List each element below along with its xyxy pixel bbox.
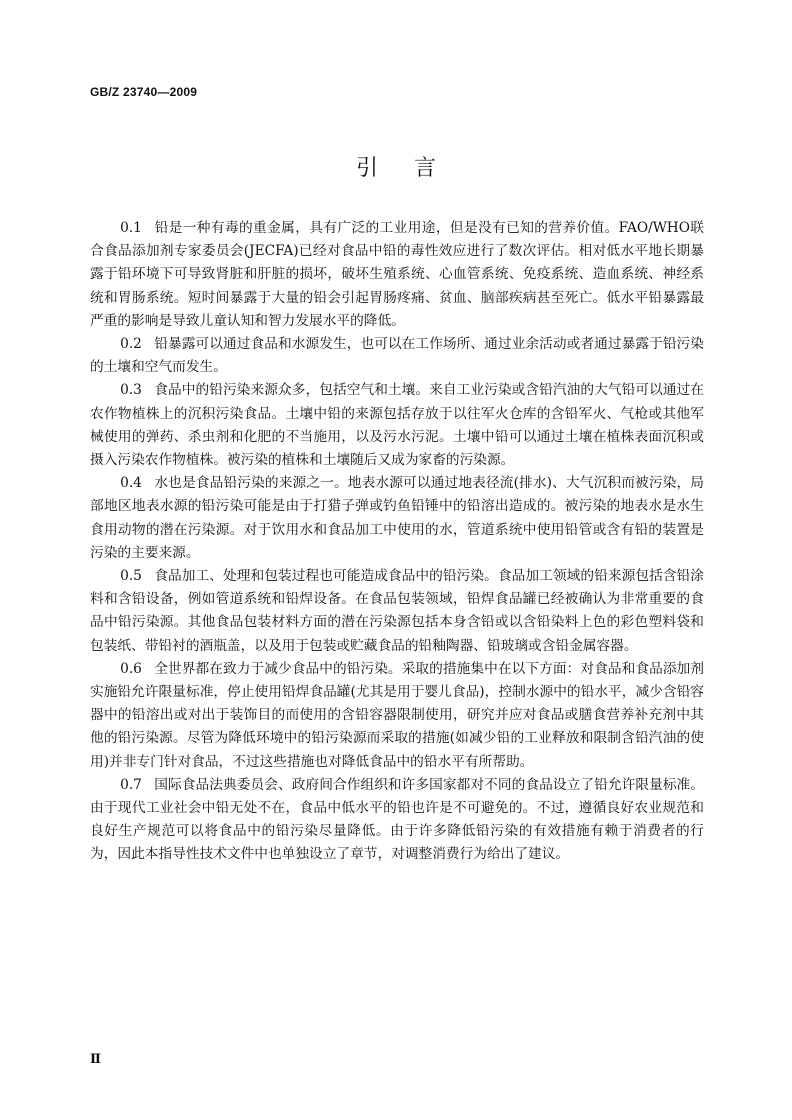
paragraph-number: 0.5 xyxy=(120,568,142,585)
paragraph-number: 0.1 xyxy=(120,220,142,236)
paragraph-0-1 xyxy=(90,217,704,333)
document-body xyxy=(90,217,704,867)
paragraph-text: 国际食品法典委员会、政府间合作组织和许多国家都对不同的食品设立了铅允许限量标准。由于现代工业社会中铅无处不在，食品中低水平的铅也许是不可避免的。不过，遵循良好农业规范和良好生产规范可以将食品中的铅污染尽量降低。由于许多降低铅污染的有效措施有赖于消费者的行为，因此本指导性技术文件中也单独设立了章节，对调整消费行为给出了建议。 xyxy=(90,776,704,863)
paragraph-number: 0.4 xyxy=(120,475,142,492)
paragraph-0-4 xyxy=(90,472,704,565)
standard-number: GB/Z 23740—2009 xyxy=(90,85,198,99)
paragraph-number: 0.7 xyxy=(120,776,142,793)
paragraph-number: 0.3 xyxy=(120,382,142,399)
paragraph-text: 铅是一种有毒的重金属，具有广泛的工业用途，但是没有已知的营养价值。FAO/WHO联合食品添加剂专家委员会(JECFA)已经对食品中铅的毒性效应进行了数次评估。相对低水平地长期暴露于铅环境下可导致肾脏和肝脏的损坏，破坏生殖系统、心血管系统、免疫系统、造血系统、神经系统和胃肠系统。短时间暴露于大量的铅会引起胃肠疼痛、贫血、脑部疾病甚至死亡。低水平铅暴露最严重的影响是导致儿童认知和智力发展水平的降低。 xyxy=(90,220,704,329)
paragraph-number: 0.6 xyxy=(120,660,142,677)
paragraph-0-5 xyxy=(90,565,704,658)
paragraph-number: 0.2 xyxy=(120,336,142,353)
paragraph-0-3 xyxy=(90,379,704,472)
paragraph-text: 水也是食品铅污染的来源之一。地表水源可以通过地表径流(排水)、大气沉积而被污染，局部地区地表水源的铅污染可能是由于打猎子弹或钓鱼铅锤中的铅溶出造成的。被污染的地表水是水生食用动物的潜在污染源。对于饮用水和食品加工中使用的水，管道系统中使用铅管或含有铅的装置是污染的主要来源。 xyxy=(90,475,704,561)
page-title: 引言 xyxy=(355,156,472,181)
paragraph-text: 食品加工、处理和包装过程也可能造成食品中的铅污染。食品加工领域的铅来源包括含铅涂料和含铅设备，例如管道系统和铅焊设备。在食品包装领域，铅焊食品罐已经被确认为非常重要的食品中铅污染源。其他食品包装材料方面的潜在污染源包括本身含铅或以含铅染料上色的彩色塑料袋和包装纸、带铅衬的酒瓶盖，以及用于包装或贮藏食品的铅釉陶器、铅玻璃或含铅金属容器。 xyxy=(90,568,704,654)
paragraph-0-2 xyxy=(90,333,704,379)
paragraph-0-7 xyxy=(90,774,704,867)
paragraph-0-6 xyxy=(90,658,704,774)
paragraph-text: 全世界都在致力于减少食品中的铅污染。采取的措施集中在以下方面：对食品和食品添加剂实施铅允许限量标准，停止使用铅焊食品罐(尤其是用于婴儿食品)，控制水源中的铅水平，减少含铅容器中的铅溶出或对出于装饰目的而使用的含铅容器限制使用，研究并应对食品或膳食营养补充剂中其他的铅污染源。尽管为降低环境中的铅污染源而采取的措施(如减少铅的工业释放和限制含铅汽油的使用)并非专门针对食品，不过这些措施也对降低食品中的铅水平有所帮助。 xyxy=(90,660,704,770)
page-number: Ⅱ xyxy=(90,1052,101,1067)
paragraph-text: 食品中的铅污染来源众多，包括空气和土壤。来自工业污染或含铅汽油的大气铅可以通过在农作物植株上的沉积污染食品。土壤中铅的来源包括存放于以往军火仓库的含铅军火、气枪或其他军械使用的弹药、杀虫剂和化肥的不当施用，以及污水污泥。土壤中铅可以通过土壤在植株表面沉积或摄入污染农作物植株。被污染的植株和土壤随后又成为家畜的污染源。 xyxy=(90,382,704,469)
paragraph-text: 铅暴露可以通过食品和水源发生，也可以在工作场所、通过业余活动或者通过暴露于铅污染的土壤和空气而发生。 xyxy=(90,336,704,376)
